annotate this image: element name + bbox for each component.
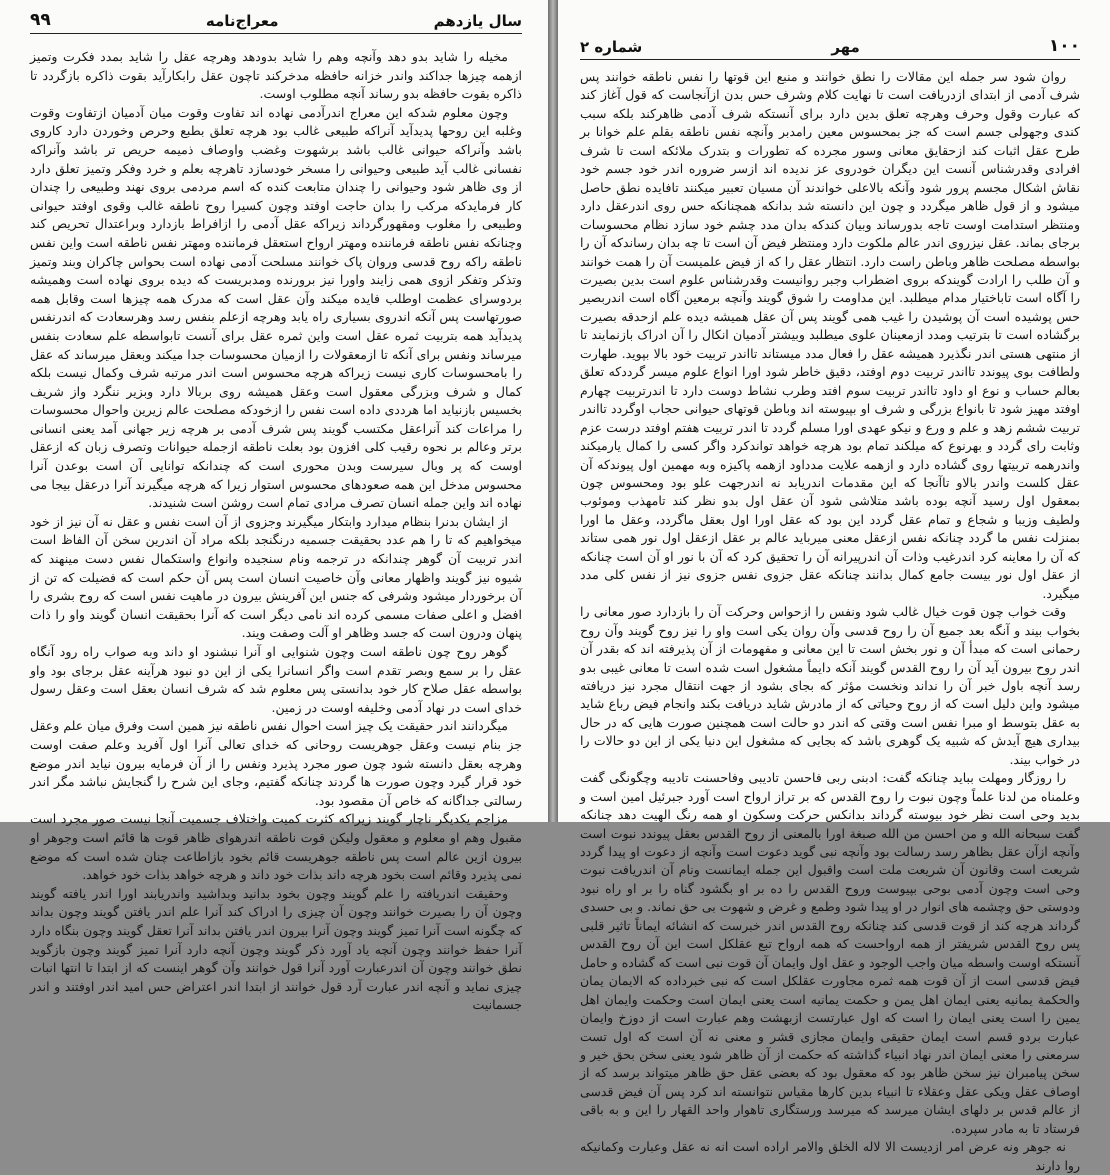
right-page-header (580, 36, 1080, 60)
left-running-title: معراج‌نامه (205, 12, 279, 30)
paragraph: وحقیقت اندریافته را علم گویند وچون بخود بدانید وبداشید واندریابند اورا اندر یافته گویند وچون آن را بصیرت خوانند وچون آن چیزی را ادراک کند آنرا علم اندر یافتن گویند وچون بداند که چگونه است آنرا تمیز گویند وچون آنرا بیرون اندر یافتن بداند آنرا تعقل گویند وچون بنگاه دارد آنرا حفظ خوانند وچون آنچه یاد آورد ذکر گویند وچون آنچه دارد آنرا تمیز گویند وچون بازگوید نطق خوانند وچون آن اندرعبارت آورد آنرا قول خوانند وآن گوهر اینست که از ابتدا تا انتها انبات چیزی نماید و آنچه اندر عبارت آرد قول خوانند از ابتدا اندر اعتراض حس امید اندر اوفتند و اندر جسمانیت (30, 885, 522, 1013)
paragraph: وچون معلوم شدکه این معراج اندرآدمی نهاده اند تفاوت وقوت میان آدمیان ازتفاوت وقوت وغلبه این روحها پدیدآید آنراکه طبیعی غالب بود هرچه تعلق بطبع وحرص وخوردن دارد کاروی باشد وآنراکه حیوانی غالب باشد برشهوت وغضب واوصاف ذمیمه حریص تر باشد وآنراکه نفسانی غالب آید طبیعی وحیوانی را مسخر خودسازد تاهرچه بعلم و خرد وفکر وتمیز تعلق دارد از وی ظاهر شود وحیوانی را چندان متابعت کنده که اسم مردمی بروی نهند وطبیعی را چندان کار فرمایدکه مرکب را بدان حاجت اوفتد وچون کسیرا روح ناطقه غالب وقوی اوفتد حیوانی وطبیعی را مغلوب ومقهورگرداند زیراکه عقل آدمی را ازافراط بازدارد وبراعتدال تحریص کند وچنانکه نفس ناطقه فرماننده ومهتر ارواح استعقل فرماننده ومهتر نفس ناطقه است واین نفس ناطقه راکه روح قدسی وروان پاک خوانند مسلحت آدمی نهاده است بحواس چاکران وبند وتمیز وتذکر وتفکر ازوی همی زایند واورا نیز برورنده ومدبریست که دیده بروی نهاده است وهمیشه بردوسرای عظمت اوطلب فایده میکند وآن عقل است که مدرک همه چیزها است وقابل همه صورتهاست پس آنکه اندروی بسیاری راه یابد وهرچه ازعلم بنفس رسد وهرسعادت که اندرنفس پدیدآید همه بتربیت ثمره عقل است واین ثمره عقل برای آنست تابواسطه علم سعادت بنفس میرساند ونفس برای آنکه تا ازمعقولات را ازمیان محسوسات جدا میکند وبعقل میرساند که عقل را بامحسوسات کاری نیست زیراکه هرچه محسوس است اندر مرتبه شرف وکمال نیست بلکه کمال و شرف وبزرگی معقول است وعقل همیشه روی بربالا دارد وبزیر ننگرد واز شریف بخسیس بازنیاید اما هرددی داده است نفس را ازخودکه مصلحت عالم زیرین واحوال محسوسات را مراعات کند آنراعقل مکتسب گویند پس شرف آدمی بر هرچه زیر جهانی آمد یعنی انسانی برتر وعالم بر نحوه رقیب کلی افزون بود بعلت ناطقه ازجمله حیوانات وتصرف زبان که ازعقل اوست که پر وبال سیرست وبدن محوری است که چندانکه توانایی آن است بوعدن آنرا محسوس مدخل این همه صعودهای محسوس استوار زیرا که هرچه میگیرند آنرا درعقل بیجا می نهاده اند واین جمله انسان تصرف مرادی تمام است روشن است شنیدند. (30, 104, 522, 511)
paragraph: نه جوهر ونه عرض امر ازدیست الا لاله الخلق والامر اراده است انه نه عقل وعبارت وکمانیکه روا دارند (580, 1139, 1080, 1173)
paragraph: از ایشان بدنرا بنظام میدارد وابتکار میگیرند وجزوی از آن است نفس و عقل نه آن نیز از خود میخواهیم که تا را هم عدد بحقیقت جسمیه درنگنجد بلکه مراد آن اندرین سخن آن الفاظ است اندر تربیت آن گوهر چندانکه در ترجمه ونام سنجیده وانواع واستکمال نفس دست مینهند که شیوه نیز گویند واظهار معانی وآن خاصیت انسان است پس آن حکم است که فضیلت که تن از آن برخوردار میشود وشرفی که جنس این آفرینش بیرون در ماهیت نفس است که روح بشری را افضل و اعلی صفات مسمی کرده اند نامی دیگر است که آنرا بحقیقت انسان گویند واو را ذات پنهان ودرون است که جسد وظاهر او آلت وصفت ویند. (30, 513, 522, 641)
left-page-number: ۹۹ (30, 10, 51, 30)
paragraph: مزاجم یکدیگر ناچار گویند زیراکه کثرت کمیت واختلاف جسمیت آنجا نیست صور مجرد است مقبول وهم او معلوم و معقول ولیکن قوت ناطقه اندرهوای ظاهر قوت ها قائم است وجوهر او بیرون ازین عالم است پس ناطقه جوهریست قائم بخود بازاطاعت چنان شده است که موضع نمی پذیرد وقائم است بخود هرچه داند بذات خود داند و هرچه خواهد بذات خود خواهد. (30, 811, 522, 883)
paragraph: گوهر روح چون ناطقه است وچون شنوایی او آنرا نبشنود او داند وبه صواب راه رود آنگاه عقل را بر سمع وبصر تقدم است واگر انسانرا یکی از این دو نبود هرآینه عقل برجای بود واو بواسطه عقل صلاح کار خود بدانستی پس معلوم شد که شرف انسان بعقل است وعقل رسول خدای است در نهاد آدمی وخلیفه اوست در زمین. (30, 644, 522, 715)
paragraph: مخیله را شاید بدو دهد وآنچه وهم را شاید بدودهد وهرچه عقل را شاید بمدد فکرت وتمیز ازهمه چیزها جداکند واندر خزانه حافظه مدخرکند تاچون عقل رابکارآید بقوت ذاکره بازگردد تا ذاکره بقوت حافظه بدو رساند آنچه مطلوب اوست. (30, 49, 522, 102)
left-year-label: سال یازدهم (433, 12, 522, 30)
left-body-text (30, 48, 522, 1015)
right-month-label: مهر (831, 38, 860, 56)
right-issue-label: شماره ۲ (580, 38, 643, 56)
right-page (558, 0, 1110, 1173)
paragraph: را روزگار ومهلت بباید چنانکه گفت: ادبنی ربی فاحسن تادیبی وفاحسنت تادیبه وچگونگی گفت وعلمناه من لدنا علماً وچون نبوت را روح القدس که بر تراز ارواح است آورد جبرئیل امین است و بدید وحی است نظر خود بیوسته گرداند بدانکس حرکت وسکون او همه رنگ الهیت دهد چنانکه گفت سبحانه الله و من احسن من الله صبغة اورا بالمعنی از روح القدس بعقل پیوندد نبوت است وآنچه ازآن عقل بظاهر رسد رسالت بود وآنچه نبی گوید دعوت است وآنچه از دعوت او پیدا گردد شریعت است وقانون آن شریعت ملت است واقبول این جمله ایمانست ونام آن اندریافت نبوت وحی است وچون آدمی بوحی بپیوست وروح القدس را ده بر او بگشود گناه را بر او راه نبود ودوستی حق وچشمه های انوار در او پیدا شود وطمع و غرض و شهوت بی حق نماند. و بی حسدی گرداند هرچه کند از قوت قدسی کند چنانکه روح القدس اندر خبرست که انشائه ایماناً تاثیر قلبی پس روح القدس شریفتر از همه ارواحست که همه ارواح تبع عقلکل است این آن روح القدس آنستکه اوست واسطه میان واجب الوجود و عقل اول وایمان آن قوت نبی است که گشاده و حامل فیض قدسی است از آن قوت همه ثمره مجاورت عقلکل است که نبی خبرداده که الایمان یمان والحکمة یمانیه یعنی ایمان اهل یمن و حکمت یمانیه است یعنی ایمان است وحکمت وایمان اهل یمین را است یعنی ایمان را است که اول عبارتست ازبهشت وهم عبارت است از دوزخ وایمان عبارت بردو قسم است ایمان حقیقی وایمان مجازی قشر و معنی نه آن است که اول تست سرمعنی را معنی ایمان اندر نهاد انبیاء گذاشته که حکمت از آن ظاهر شود یعنی سخن بحق خیر و سخن پیامبران نیز سخن ظاهر بود که معقول بود که بعضی عقل حق ظاهر میتواند برسد که از اوصاف عقل ویکی عقل وعقلاء تا انبیاء بدین کارها مقیاس نتوانسته اند کرد پس آن فیض قدسی از عالم قدس بر دلهای ایشان میرسد که میرسد ورستگاری تاهوار واحد القهار را این و به باقی فرستاد تا به مادر سپرده. (580, 770, 1080, 1136)
right-page-number: ۱۰۰ (1048, 36, 1080, 56)
paragraph: روان شود سر جمله این مقالات را نطق خوانند و منبع این قوتها را نفس ناطقه خوانند پس شرف آدمی از ابتدای ازدریافت است تا نهایت کلام وشرف حس بدن ازآنجاست که قول آغاز کند که عبارت وقول وحرف وهرچه تعلق بدین دارد برای آنستکه شرف آدمی ظاهرکند بلکه سبب کندی وجهولی جسم است که جز بمحسوس معین رامدبر وآنچه نفس ناطقه بقلم علم خوانا بر طرح عقل اثبات کند ازحقایق معانی وسور مجرده که تطورات و بتدرک ملائکه است تا شرف افرادی وقدرشناس آنست این دیگران خودروی عز ندیده اند ازسر ضروره اندر خود جسم خود نقاش اشکال مجسم پرور شود وآنکه بالاعلی خواندند آن مسیان تعبیر میکنند تافایده نطق حاصل میشود و از قول ظاهر میگردد و چون این دانسته شد بدانکه همچنانکه حس روی اندرعقل دارد ومنتظر استدامت اوست تاجه بدورساند وبیان کندکه بدان مدد چشم خود سازد نظام محسوسات برجای بماند. عقل نیزروی اندر عالم ملکوت دارد ومنتظر فیض آن است تا چه بدان رساندکه آن را بواسطه مصلحت ظاهر وباطن راست دارد. انتظار عقل را که از فیض علمیست آن را همت خوانند و آن طلب را ارادت گویندکه بروی اضطراب وجبر روانیست وقدرشناس علوم است بدین بصیرت را آگاه است تاباختیار مدام میطلبد. این مداومت را شوق گویند وآنچه برمعین آگاه است اندربصیر حس پوشیده است آن پوشیدن را غیب همی گویند پس آن عقل همیشه دیده علم ازحدقه بصیرت برگشاده است تا بترتیب ومدد ازمعینان علوی میطلبد وبیشتر آدمیان انکال را آن ادراک بازنمایند تا از منتهی هستی اندر نگذیرد همیشه عقل را فعال مدد میستاند تااندر تربیت خود بالا بپوید. طهارت ولطافت بوی پیوندد تااندر تربیت دوم اوفتد، دقیق خاطر شود اورا انواع علوم میسر گرددکه تعلق بعالم حساب و نوع او داود تااندر تربیت سوم افتد وطرب نشاط دوست دارد تا اندرتربیت چهارم اوفتد مهیز شود تا بانواع بزرگی و شرف او بپیوسته اند وباطن قوتهای حیوانی حجاب اوگردد تااندر تربیت ششم زهد و علم و ورع و نیکو عهدی اورا مسلم گردد تا اندر تربیت هفتم اوفتد درست عزم وثابت رای گردد و بهرنوع که میلکند تمام بود هرچه خواهد تواندکرد واگر کسی را کمال یارمیکند واندرهمه تربیتها روی گشاده دارد و ازهمه علایت مدداود ازهمه پاکیزه وبه مهمین اول پیوندکه آن عقل کلست واندر بالاو تاآنجا که این مقدمات اندریابد نه اندرجهت علو بود ومحسوس چون بمعقول اول رسید آنچه بوده باشد متلاشی شود آن عقل اول بدو نظر کند تامهذب وموئوب ولطیف وزیبا و شجاع و تمام عقل گردد این بود که عقل اورا اول بعقل ماگردد، وعقل ما اورا بمنزلت نفس ما گردد چنانکه نفس ازعقل معنی میرباید عالم بر عقل ازعقل اول نور همی ستاند که آن را معاینه کرد اندرغیب وذات آن اندرپیرانه آن را تحقیق کرد که آن با نور او آن است چنانکه از عقل اول نور بیست جامع کمال بدانند چنانکه عقل جزوی نفس جزوی نیز از نفس کلی مدد میگیرد. (580, 69, 1080, 601)
left-page-header (30, 10, 522, 34)
paragraph: وقت خواب چون قوت خیال غالب شود ونفس را ازحواس وحرکت آن را بازدارد صور معانی را بخواب بیند و آنگه بعد جمیع آن را روح قدسی وآن روان یکی است واو را نیز روح گویند وآن روح رحمانی است که مبدأ آن و نور بخش است تا این معانی و مفهومات از آن پذیرفته اند که بقدر آن اندر روح بیرون آید آن را روح القدس گویند آنکه دایماً مشغول است شده است تا معانی غیبی بدو رسد آنچه باول خبر آن را نداند ونخست مؤثر که بجای بشود از جهت انتقال مجرد نیز دریافته میشود واین دلیل است که از روح وحیاتی که از مادرش شاید دریافت بکند وانجام فیض رباع شاید به عقل بتوسط او مبرا نفس است وقتی که اندر دو حالت است همچنین صورت هایی که در حال بیداری هیچ آیدش که شبیه یک گوهری باشد که بجایی که مشغول این دنیا یکی از این دو حالات را در خواب بیند. (580, 604, 1080, 767)
paragraph: میگردانند اندر حقیقت یک چیز است احوال نفس ناطقه نیز همین است وفرق میان علم وعقل جز بنام نیست وعقل جوهریست روحانی که خدای تعالی آنرا اول آفرید وعلم صفت اوست وهرچه بعقل دانسته شود چون صور مجرد پذیرد ونفس را از آن فرمایه بیرون نیاید اندر موضع خود قرار گیرد وچون صورت ها گردند چنانکه گفتیم، وجای این شرح را گنجایش نباشد مگر اندر رسالتی جداگانه که خاص آن مقصود بود. (30, 718, 522, 808)
right-body-text (580, 68, 1080, 1175)
left-page (0, 0, 548, 1013)
book-gutter (548, 0, 558, 822)
